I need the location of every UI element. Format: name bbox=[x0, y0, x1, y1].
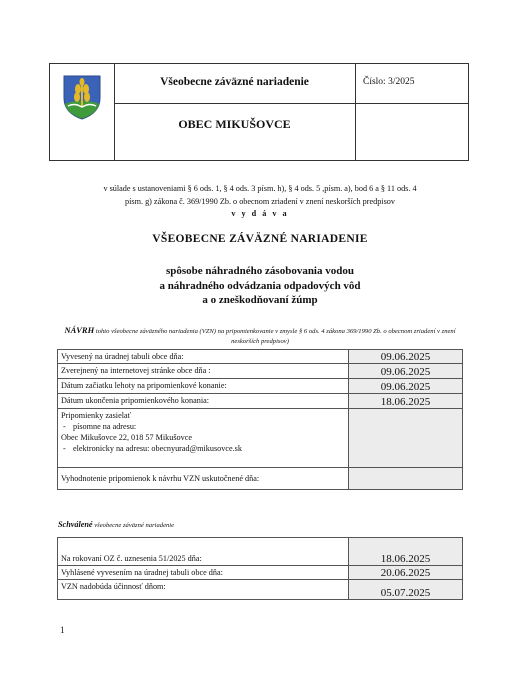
table-row bbox=[58, 538, 463, 566]
subject-line: a náhradného odvádzania odpadových vôd bbox=[159, 279, 361, 292]
list-item bbox=[61, 421, 345, 432]
row-label: Vyvesený na úradnej tabuli obce dňa: bbox=[58, 350, 349, 364]
row-date: 09.06.2025 bbox=[349, 350, 463, 364]
comments-submission-cell bbox=[58, 409, 349, 468]
header-title: Všeobecne záväzné nariadenie bbox=[160, 76, 309, 88]
approved-text: všeobecne záväzné nariadenie bbox=[94, 522, 175, 529]
row-label: Na rokovaní OZ č. uznesenia 51/2025 dňa: bbox=[58, 538, 349, 566]
draft-text: tohto všeobecne záväzného nariadenia (VZN) na pripomienkovanie v zmysle § 6 ods. 4 zákona 369/1990 Zb. o obecnom zriadení v znení neskorších predpisov) bbox=[95, 328, 456, 345]
table-row bbox=[58, 379, 463, 394]
document-title: VŠEOBECNE ZÁVÄZNÉ NARIADENIE bbox=[152, 233, 368, 245]
row-date: 18.06.2025 bbox=[349, 394, 463, 409]
draft-note bbox=[58, 325, 462, 347]
header-divider bbox=[114, 103, 468, 104]
header-divider bbox=[355, 64, 356, 160]
header-box bbox=[49, 63, 469, 161]
approval-table bbox=[57, 537, 463, 600]
row-label: Dátum ukončenia pripomienkového konania: bbox=[58, 394, 349, 409]
row-date: 09.06.2025 bbox=[349, 379, 463, 394]
legal-basis-line: písm. g) zákona č. 369/1990 Zb. o obecnom zriadení v znení neskorších predpisov bbox=[125, 196, 395, 206]
table-row bbox=[58, 350, 463, 364]
comments-title: Pripomienky zasielať bbox=[61, 411, 132, 420]
document-subject bbox=[40, 264, 480, 308]
subject-line: spôsobe náhradného zásobovania vodou bbox=[166, 265, 354, 277]
legal-basis-line: v súlade s ustanoveniami § 6 ods. 1, § 4 ods. 3 písm. h), § 4 ods. 5 ,písm. a), bod 6 a § 11 ods. 4 bbox=[103, 184, 417, 193]
list-dash: - bbox=[63, 422, 66, 431]
postal-address: Obec Mikušovce 22, 018 57 Mikušovce bbox=[61, 433, 192, 442]
row-label: Zverejnený na internetovej stránke obce dňa : bbox=[58, 364, 349, 379]
email-option: elektronicky na adresu: obecnyurad@mikusovce.sk bbox=[73, 444, 242, 453]
row-date: 05.07.2025 bbox=[349, 580, 463, 600]
subject-line: a o zneškodňovaní žúmp bbox=[202, 294, 318, 306]
row-label: Dátum začiatku lehoty na pripomienkové konanie: bbox=[58, 379, 349, 394]
municipality-name: OBEC MIKUŠOVCE bbox=[178, 117, 291, 131]
postal-option: písomne na adresu: bbox=[73, 422, 137, 431]
page-number: 1 bbox=[60, 625, 65, 635]
coat-of-arms-icon bbox=[62, 74, 102, 120]
list-dash: - bbox=[63, 444, 66, 453]
approved-heading bbox=[58, 520, 174, 529]
document-number: Číslo: 3/2025 bbox=[363, 77, 415, 87]
row-label: Vyhlásené vyvesením na úradnej tabuli obce dňa: bbox=[58, 566, 349, 580]
draft-label: NÁVRH bbox=[64, 325, 95, 335]
table-row bbox=[58, 364, 463, 379]
list-item bbox=[61, 443, 345, 454]
issues-label: v y d á v a bbox=[231, 209, 289, 218]
row-date: 18.06.2025 bbox=[349, 538, 463, 566]
empty-value-cell bbox=[349, 468, 463, 490]
comment-procedure-table bbox=[57, 349, 463, 490]
row-date: 20.06.2025 bbox=[349, 566, 463, 580]
table-row bbox=[58, 409, 463, 468]
table-row bbox=[58, 566, 463, 580]
row-date: 09.06.2025 bbox=[349, 364, 463, 379]
empty-value-cell bbox=[349, 409, 463, 468]
legal-basis bbox=[60, 183, 460, 221]
row-label: VZN nadobúda účinnosť dňom: bbox=[58, 580, 349, 600]
table-row bbox=[58, 580, 463, 600]
table-row bbox=[58, 394, 463, 409]
approved-label: Schválené bbox=[58, 520, 93, 529]
row-label: Vyhodnotenie pripomienok k návrhu VZN uskutočnené dňa: bbox=[58, 468, 349, 490]
table-row bbox=[58, 468, 463, 490]
